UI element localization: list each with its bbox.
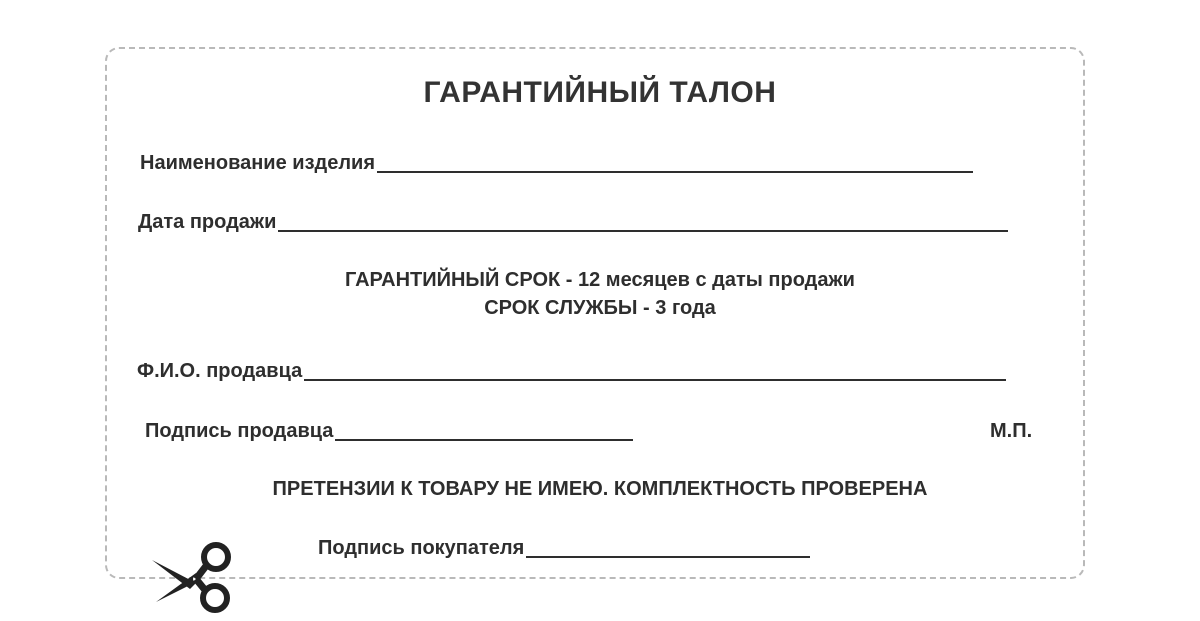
sale-date-label: Дата продажи	[138, 211, 277, 233]
stamp-place: М.П.	[990, 420, 1033, 442]
card-title: ГАРАНТИЙНЫЙ ТАЛОН	[423, 76, 777, 109]
seller-signature-field[interactable]	[145, 420, 633, 443]
sale-date-field[interactable]	[138, 211, 1008, 234]
buyer-signature-label: Подпись покупателя	[318, 537, 525, 559]
seller-name-label: Ф.И.О. продавца	[137, 360, 303, 382]
service-life: СРОК СЛУЖБЫ - 3 года	[484, 297, 716, 319]
product-name-label: Наименование изделия	[140, 152, 376, 174]
warranty-period: ГАРАНТИЙНЫЙ СРОК - 12 месяцев с даты продажи	[345, 269, 855, 291]
product-name-line[interactable]	[377, 171, 973, 173]
seller-name-line[interactable]	[304, 379, 1006, 381]
claims-statement: ПРЕТЕНЗИИ К ТОВАРУ НЕ ИМЕЮ. КОМПЛЕКТНОСТЬ ПРОВЕРЕНА	[272, 478, 928, 500]
seller-signature-label: Подпись продавца	[145, 420, 334, 442]
sale-date-line[interactable]	[278, 230, 1008, 232]
buyer-signature-field[interactable]	[318, 537, 810, 560]
product-name-field[interactable]	[140, 152, 973, 175]
scissors-icon	[152, 540, 238, 616]
buyer-signature-line[interactable]	[526, 556, 810, 558]
seller-signature-line[interactable]	[335, 439, 633, 441]
seller-name-field[interactable]	[137, 360, 1006, 383]
